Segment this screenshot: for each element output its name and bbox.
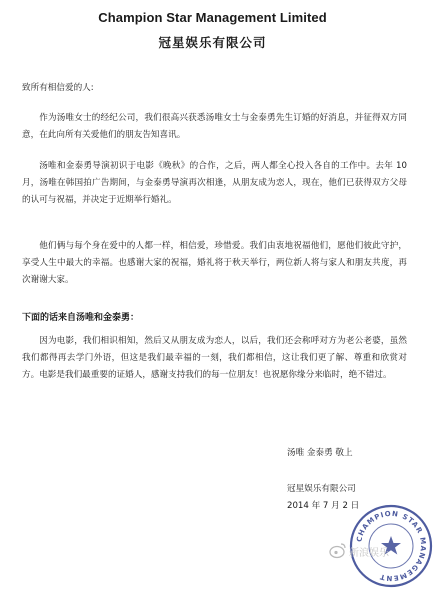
paragraph-3: 他们俩与每个身在爱中的人都一样，相信爱，珍惜爱。我们由衷地祝福他们，愿他们彼此守护，享受人生中最大的幸福。也感谢大家的祝福，婚礼将于秋天举行，两位新人将与家人和朋友共度，再次谢谢大家。	[22, 241, 407, 285]
signature-names: 汤唯 金泰勇 敬上	[287, 448, 353, 458]
signature-company: 冠星娱乐有限公司	[287, 484, 356, 494]
salutation: 致所有相信爱的人:	[22, 83, 94, 93]
company-name-english: Champion Star Management Limited	[98, 10, 327, 25]
couple-quote: 因为电影，我们相识相知，然后又从朋友成为恋人，以后，我们还会称呼对方为老公老婆，虽然我们都得再去学门外语，但这是我们最幸福的一刻，我们都相信，这让我们更了解、尊重和欣赏对方。电影是我们最重要的证婚人，感谢支持我们的每一位朋友！也祝愿你缘分来临时，绝不错过。	[22, 336, 407, 380]
paragraph-1: 作为汤唯女士的经纪公司，我们很高兴获悉汤唯女士与金泰勇先生订婚的好消息，并征得双方同意，在此向所有关爱他们的朋友告知喜讯。	[22, 113, 407, 140]
weibo-watermark	[327, 536, 397, 566]
svg-text:新浪娱乐: 新浪娱乐	[349, 548, 389, 559]
quote-heading: 下面的话来自汤唯和金泰勇：	[22, 313, 140, 323]
company-name-chinese: 冠星娱乐有限公司	[158, 35, 267, 50]
svg-text:CHAMPION STAR MANAGEMENT: CHAMPION STAR MANAGEMENT	[355, 509, 428, 583]
signature-date: 2014 年 7 月 2 日	[287, 501, 360, 511]
paragraph-2: 汤唯和金泰勇导演初识于电影《晚秋》的合作，之后，两人都全心投入各自的工作中。去年 10 月，汤唯在韩国拍广告期间，与金泰勇导演再次相逢，从朋友成为恋人，现在，他们已获得双方父母的认可与祝福，并决定于近期举行婚礼。	[22, 161, 407, 205]
